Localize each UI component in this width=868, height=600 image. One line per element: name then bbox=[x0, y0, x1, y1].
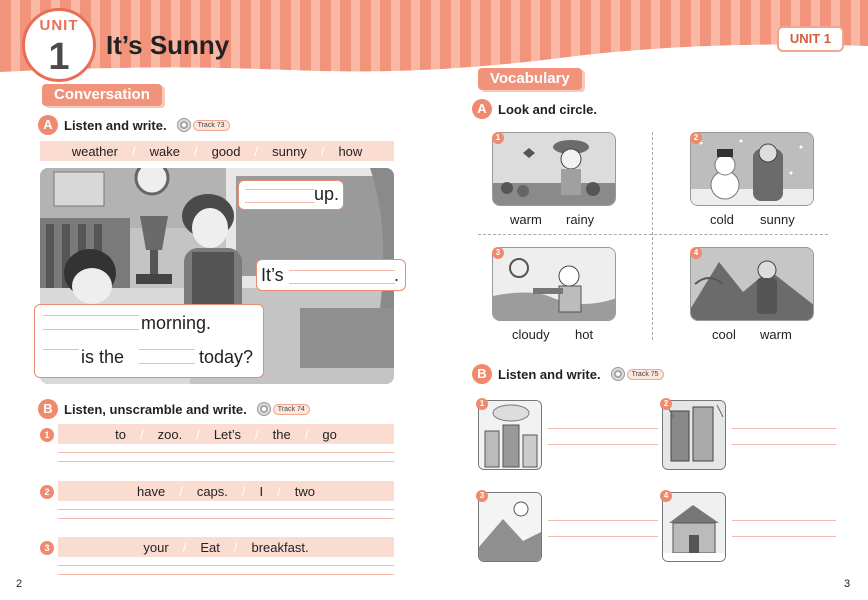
section-b-heading bbox=[38, 399, 310, 419]
item-number: 1 bbox=[40, 428, 54, 442]
bubble-text: up. bbox=[313, 184, 339, 204]
unit-number: 1 bbox=[48, 36, 70, 78]
bubble-text: today? bbox=[199, 347, 254, 367]
unit-tab: UNIT 1 bbox=[777, 26, 844, 52]
scramble-word: go bbox=[322, 426, 337, 442]
unit-badge bbox=[22, 8, 96, 82]
track-label: Track 74 bbox=[273, 404, 310, 415]
track-label: Track 75 bbox=[627, 369, 664, 380]
vocab-picture-4 bbox=[690, 247, 814, 321]
scramble-word: the bbox=[272, 426, 291, 442]
track-button[interactable] bbox=[177, 118, 230, 132]
section-a-heading bbox=[38, 115, 230, 135]
word-bank: weather / wake / good / sunny / how bbox=[40, 141, 394, 161]
listen-picture-1 bbox=[478, 400, 542, 470]
section-instruction: Listen, unscramble and write. bbox=[64, 401, 247, 417]
answer-line[interactable] bbox=[548, 536, 658, 537]
item-number: 1 bbox=[492, 132, 504, 144]
listen-picture-2 bbox=[662, 400, 726, 470]
answer-line[interactable] bbox=[732, 444, 836, 445]
word-bank-item: weather bbox=[71, 143, 118, 159]
word-bank-item: how bbox=[338, 143, 363, 159]
vocab-option[interactable]: warm bbox=[510, 212, 542, 227]
page-number-right: 3 bbox=[844, 578, 851, 590]
answer-line[interactable] bbox=[732, 536, 836, 537]
sunny-mountain-icon bbox=[479, 493, 542, 562]
word-bank-item: wake bbox=[149, 143, 180, 159]
unit-word: UNIT bbox=[39, 17, 79, 34]
track-button[interactable] bbox=[611, 367, 664, 381]
vocab-picture-2 bbox=[690, 132, 814, 206]
cd-icon bbox=[611, 367, 625, 381]
bubble-text: morning. bbox=[141, 313, 212, 333]
listen-picture-4 bbox=[662, 492, 726, 562]
rainy-houses-icon bbox=[663, 401, 726, 470]
dashed-divider-horizontal bbox=[478, 234, 828, 235]
vocabulary-pill: Vocabulary bbox=[478, 68, 582, 90]
section-instruction: Listen and write. bbox=[64, 117, 167, 133]
listen-picture-3 bbox=[478, 492, 542, 562]
scramble-word: two bbox=[294, 483, 315, 499]
scramble-word: I bbox=[259, 483, 264, 499]
scramble-word: caps. bbox=[196, 483, 228, 499]
scramble-word: your bbox=[143, 539, 169, 555]
item-number: 3 bbox=[476, 490, 488, 502]
item-number: 2 bbox=[660, 398, 672, 410]
vocab-option[interactable]: cloudy bbox=[512, 327, 550, 342]
item-number: 3 bbox=[40, 541, 54, 555]
conversation-pill: Conversation bbox=[42, 84, 162, 106]
writing-lines[interactable] bbox=[58, 452, 394, 470]
item-number: 2 bbox=[690, 132, 702, 144]
bubble-text: . bbox=[393, 265, 399, 285]
vocab-b-heading bbox=[472, 364, 664, 384]
snowy-house-icon bbox=[663, 493, 726, 562]
windy-mountain-icon bbox=[691, 248, 814, 321]
speech-bubble-2 bbox=[256, 259, 406, 291]
vocab-option[interactable]: sunny bbox=[760, 212, 795, 227]
cd-icon bbox=[177, 118, 191, 132]
girl-with-butterflies-icon bbox=[493, 133, 616, 206]
section-letter: B bbox=[38, 399, 58, 419]
cd-icon bbox=[257, 402, 271, 416]
page-title: It’s Sunny bbox=[106, 30, 230, 60]
scramble-word: Eat bbox=[200, 539, 220, 555]
writing-lines[interactable] bbox=[58, 565, 394, 583]
speech-bubble-1 bbox=[238, 180, 344, 210]
answer-line[interactable] bbox=[732, 428, 836, 429]
vocab-option[interactable]: cool bbox=[712, 327, 736, 342]
writing-lines[interactable] bbox=[58, 509, 394, 527]
answer-line[interactable] bbox=[548, 444, 658, 445]
item-number: 4 bbox=[660, 490, 672, 502]
section-instruction: Look and circle. bbox=[498, 101, 597, 117]
dashed-divider-vertical bbox=[652, 132, 653, 340]
track-button[interactable] bbox=[257, 402, 310, 416]
bubble-text: It’s bbox=[261, 265, 284, 285]
vocab-picture-1 bbox=[492, 132, 616, 206]
vocab-picture-3 bbox=[492, 247, 616, 321]
vocab-a-heading bbox=[472, 99, 597, 119]
section-letter: A bbox=[38, 115, 58, 135]
scramble-words: to / zoo. / Let’s / the / go bbox=[58, 424, 394, 444]
page-number-left: 2 bbox=[16, 578, 23, 590]
item-number: 3 bbox=[492, 247, 504, 259]
vocab-option[interactable]: cold bbox=[710, 212, 734, 227]
answer-line[interactable] bbox=[732, 520, 836, 521]
item-number: 2 bbox=[40, 485, 54, 499]
section-letter: A bbox=[472, 99, 492, 119]
scramble-word: breakfast. bbox=[251, 539, 309, 555]
hot-sun-icon bbox=[493, 248, 616, 321]
section-letter: B bbox=[472, 364, 492, 384]
vocab-option[interactable]: rainy bbox=[566, 212, 595, 227]
bubble-text: is the bbox=[81, 347, 125, 367]
scramble-word: have bbox=[136, 483, 166, 499]
item-number: 4 bbox=[690, 247, 702, 259]
word-bank-item: sunny bbox=[272, 143, 307, 159]
cloudy-city-icon bbox=[479, 401, 542, 470]
scramble-word: Let’s bbox=[213, 426, 242, 442]
answer-line[interactable] bbox=[548, 428, 658, 429]
speech-bubble-3 bbox=[34, 304, 264, 378]
vocab-option[interactable]: warm bbox=[760, 327, 792, 342]
scramble-words: your / Eat / breakfast. bbox=[58, 537, 394, 557]
snowman-icon bbox=[691, 133, 814, 206]
track-label: Track 73 bbox=[193, 120, 230, 131]
vocab-option[interactable]: hot bbox=[575, 327, 594, 342]
scramble-words: have / caps. / I / two bbox=[58, 481, 394, 501]
item-number: 1 bbox=[476, 398, 488, 410]
scramble-word: to bbox=[115, 426, 126, 442]
word-bank-item: good bbox=[211, 143, 241, 159]
section-instruction: Listen and write. bbox=[498, 366, 601, 382]
scramble-word: zoo. bbox=[157, 426, 183, 442]
answer-line[interactable] bbox=[548, 520, 658, 521]
